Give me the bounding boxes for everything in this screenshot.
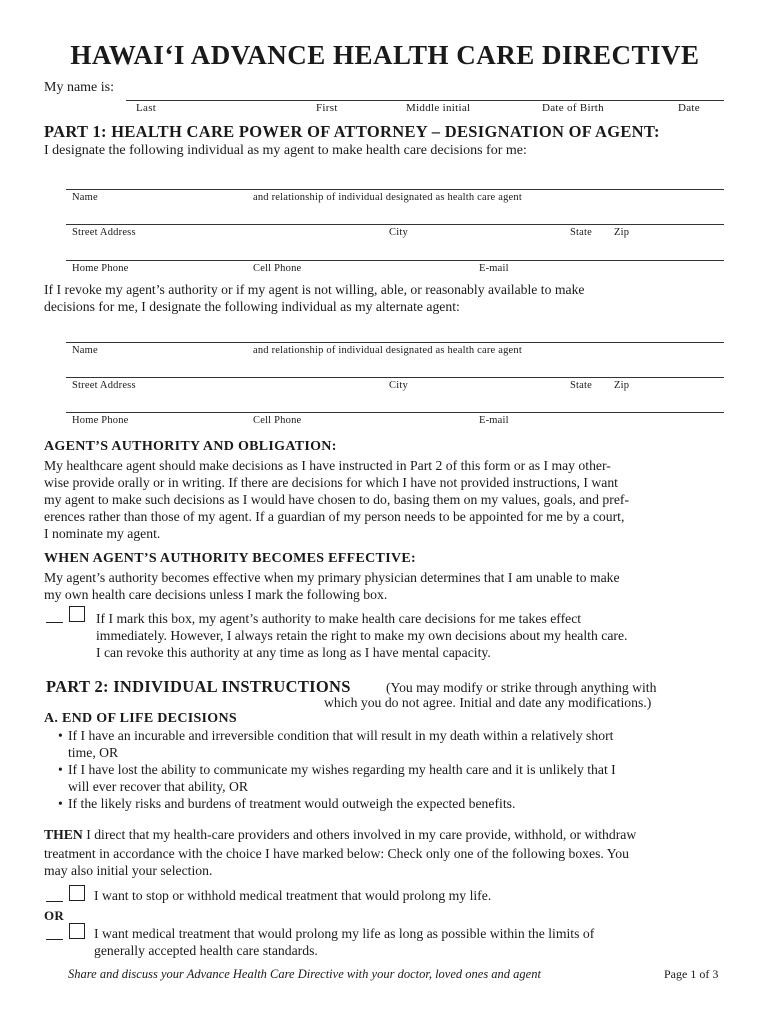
- part2-note-line2: which you do not agree. Initial and date any modifications.): [324, 695, 652, 710]
- agent-email-label: E-mail: [479, 263, 509, 274]
- option2-line2: generally accepted health care standards.: [94, 943, 318, 958]
- effective-initial-blank[interactable]: [46, 622, 63, 623]
- name-input-line[interactable]: [126, 100, 724, 101]
- part2-note-line1: (You may modify or strike through anything with: [386, 680, 657, 695]
- list-item: • If I have lost the ability to communicate my wishes regarding my health care and it is unlikely that I will ever recover that ability, OR: [58, 762, 616, 794]
- alternate-email-label: E-mail: [479, 415, 509, 426]
- document-title: HAWAI‘I ADVANCE HEALTH CARE DIRECTIVE: [70, 40, 700, 70]
- alternate-zip-label: Zip: [614, 380, 630, 391]
- agent-city-label: City: [389, 227, 408, 238]
- agent-phone-line[interactable]: [66, 260, 724, 261]
- bullet-icon: •: [58, 762, 63, 777]
- authority-line1: My healthcare agent should make decisions as I have instructed in Part 2 of this form or as I may other-: [44, 458, 611, 473]
- effective-checkbox-line2: immediately. However, I always retain the right to make my own decisions about my health care.: [96, 628, 628, 643]
- effective-heading: WHEN AGENT’S AUTHORITY BECOMES EFFECTIVE:: [44, 551, 416, 566]
- then-line1: THEN I direct that my health-care providers and others involved in my care provide, withhold, or withdraw: [44, 827, 637, 842]
- authority-line2: wise provide orally or in writing. If there are decisions for which I have not provided instructions, I want: [44, 475, 618, 490]
- agent-street-label: Street Address: [72, 227, 136, 238]
- option2-line1: I want medical treatment that would prolong my life as long as possible within the limits of: [94, 926, 595, 941]
- effective-line1: My agent’s authority becomes effective when my primary physician determines that I am unable to make: [44, 570, 620, 585]
- then-line3: may also initial your selection.: [44, 863, 213, 878]
- bullet-icon: •: [58, 728, 63, 743]
- name-field-dob: Date of Birth: [542, 102, 604, 114]
- option2-checkbox[interactable]: [69, 923, 85, 939]
- agent-name-line[interactable]: [66, 189, 724, 190]
- alternate-home-phone-label: Home Phone: [72, 415, 129, 426]
- alternate-intro-line1: If I revoke my agent’s authority or if my agent is not willing, able, or reasonably available to make: [44, 282, 585, 297]
- name-field-date: Date: [678, 102, 700, 114]
- alternate-cell-phone-label: Cell Phone: [253, 415, 302, 426]
- alternate-street-label: Street Address: [72, 380, 136, 391]
- effective-checkbox-line1: If I mark this box, my agent’s authority to make health care decisions for me takes effect: [96, 611, 582, 626]
- effective-checkbox-line3: I can revoke this authority at any time as long as I have mental capacity.: [96, 645, 491, 660]
- option2-initial-blank[interactable]: [46, 939, 63, 940]
- part1-intro: I designate the following individual as my agent to make health care decisions for me:: [44, 143, 527, 158]
- then-word: THEN: [44, 827, 83, 842]
- list-item: • If the likely risks and burdens of treatment would outweigh the expected benefits.: [58, 796, 516, 811]
- end-of-life-conditions-list: [58, 727, 728, 812]
- option1-initial-blank[interactable]: [46, 901, 63, 902]
- section-a-heading: A. END OF LIFE DECISIONS: [44, 711, 237, 726]
- list-item: • If I have an incurable and irreversible condition that will result in my death within a relatively short time, OR: [58, 728, 614, 760]
- bullet-icon: •: [58, 796, 63, 811]
- option1-checkbox[interactable]: [69, 885, 85, 901]
- authority-heading: AGENT’S AUTHORITY AND OBLIGATION:: [44, 439, 337, 454]
- authority-line4: erences rather than those of my agent. If a guardian of my person needs to be appointed for me by a court,: [44, 509, 625, 524]
- or-label: OR: [44, 908, 65, 923]
- alternate-intro-line2: decisions for me, I designate the following individual as my alternate agent:: [44, 299, 460, 314]
- alternate-city-label: City: [389, 380, 408, 391]
- agent-zip-label: Zip: [614, 227, 630, 238]
- part1-heading: PART 1: HEALTH CARE POWER OF ATTORNEY – DESIGNATION OF AGENT:: [44, 122, 660, 141]
- option1-label: I want to stop or withhold medical treatment that would prolong my life.: [94, 888, 492, 903]
- alternate-address-line[interactable]: [66, 377, 724, 378]
- agent-cell-phone-label: Cell Phone: [253, 263, 302, 274]
- page-number: Page 1 of 3: [664, 967, 719, 981]
- footer-note: Share and discuss your Advance Health Care Directive with your doctor, loved ones and agent: [68, 967, 541, 981]
- authority-line3: my agent to make such decisions as I would have chosen to do, basing them on my values, goals, and pref-: [44, 492, 630, 507]
- agent-state-label: State: [570, 227, 592, 238]
- agent-home-phone-label: Home Phone: [72, 263, 129, 274]
- then-line2: treatment in accordance with the choice I have marked below: Check only one of the following boxes. You: [44, 846, 629, 861]
- alternate-name-label: Name: [72, 345, 98, 356]
- alternate-name-line[interactable]: [66, 342, 724, 343]
- alternate-phone-line[interactable]: [66, 412, 724, 413]
- effective-line2: my own health care decisions unless I mark the following box.: [44, 587, 388, 602]
- name-field-first: First: [316, 102, 338, 114]
- part2-heading: PART 2: INDIVIDUAL INSTRUCTIONS: [46, 677, 351, 696]
- effective-immediately-checkbox[interactable]: [69, 606, 85, 622]
- authority-line5: I nominate my agent.: [44, 526, 161, 541]
- name-field-middle: Middle initial: [406, 102, 471, 114]
- agent-name-label: Name: [72, 192, 98, 203]
- alternate-state-label: State: [570, 380, 592, 391]
- name-label: My name is:: [44, 80, 114, 95]
- agent-relationship-label: and relationship of individual designated as health care agent: [253, 192, 522, 203]
- alternate-relationship-label: and relationship of individual designated as health care agent: [253, 345, 522, 356]
- name-field-last: Last: [136, 102, 157, 114]
- agent-address-line[interactable]: [66, 224, 724, 225]
